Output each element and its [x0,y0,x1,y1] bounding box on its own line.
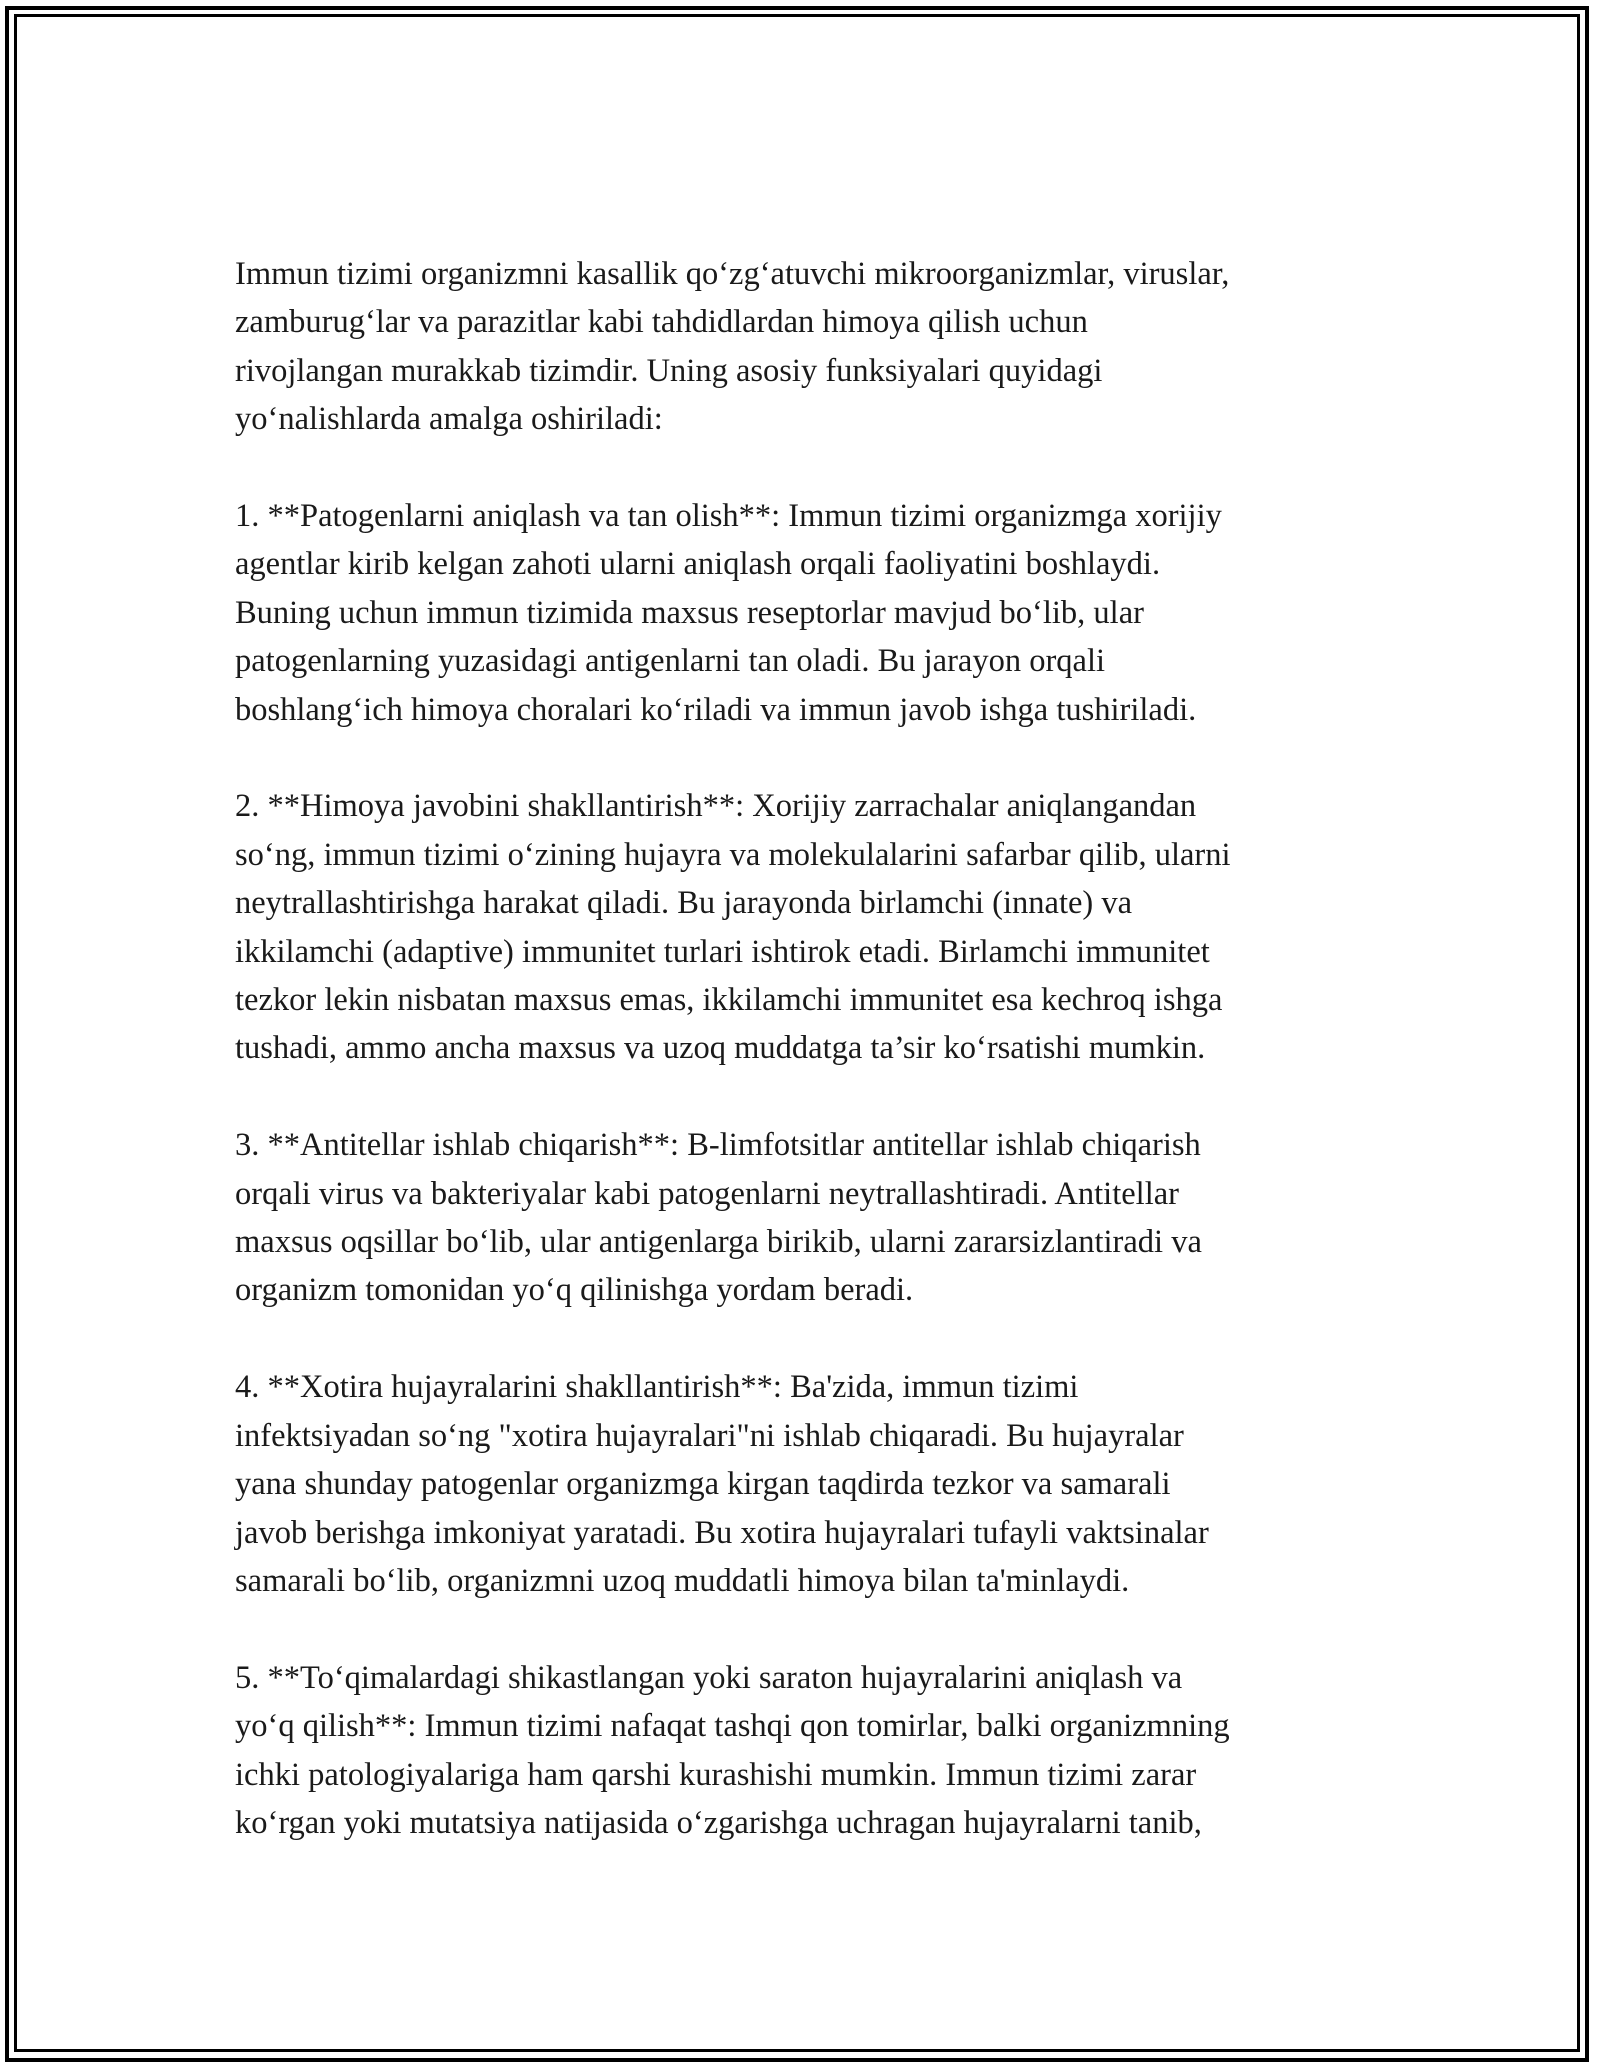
paragraph-item-1: 1. **Patogenlarni aniqlash va tan olish**: Immun tizimi organizmga xorijiy agentlar kirib kelgan zahoti ularni aniqlash orqali faoliyatini boshlaydi. Buning uchun immun tizimida maxsus reseptorlar mavjud bo‘lib, ular patogenlarning yuzasidagi antigenlarni tan oladi. Bu jarayon orqali boshlang‘ich himoya choralari ko‘riladi va immun javob ishga tushiriladi. [235,498,1222,728]
document-body [235,250,1385,1896]
paragraph-item-5: 5. **To‘qimalardagi shikastlangan yoki saraton hujayralarini aniqlash va yo‘q qilish**: Immun tizimi nafaqat tashqi qon tomirlar, balki organizmning ichki patologiyalariga ham qarshi kurashishi mumkin. Immun tizimi zarar ko‘rgan yoki mutatsiya natijasida o‘zgarishga uchragan hujayralarni tanib, [235,1659,1230,1841]
paragraph-item-3: 3. **Antitellar ishlab chiqarish**: B-limfotsitlar antitellar ishlab chiqarish orqali virus va bakteriyalar kabi patogenlarni neytrallashtiradi. Antitellar maxsus oqsillar bo‘lib, ular antigenlarga birikib, ularni zararsizlantiradi va organizm tomonidan yo‘q qilinishga yordam beradi. [235,1127,1202,1309]
paragraph-item-4: 4. **Xotira hujayralarini shakllantirish**: Ba'zida, immun tizimi infektsiyadan so‘ng "xotira hujayralari"ni ishlab chiqaradi. Bu hujayralar yana shunday patogenlar organizmga kirgan taqdirda tezkor va samarali javob berishga imkoniyat yaratadi. Bu xotira hujayralari tufayli vaktsinalar samarali bo‘lib, organizmni uzoq muddatli himoya bilan ta'minlaydi. [235,1369,1209,1599]
paragraph-item-2: 2. **Himoya javobini shakllantirish**: Xorijiy zarrachalar aniqlangandan so‘ng, immun tizimi o‘zining hujayra va molekulalarini safarbar qilib, ularni neytrallashtirishga harakat qiladi. Bu jarayonda birlamchi (innate) va ikkilamchi (adaptive) immunitet turlari ishtirok etadi. Birlamchi immunitet tezkor lekin nisbatan maxsus emas, ikkilamchi immunitet esa kechroq ishga tushadi, ammo ancha maxsus va uzoq muddatga ta’sir ko‘rsatishi mumkin. [235,788,1231,1067]
paragraph-intro: Immun tizimi organizmni kasallik qo‘zg‘atuvchi mikroorganizmlar, viruslar, zamburug‘lar va parazitlar kabi tahdidlardan himoya qilish uchun rivojlangan murakkab tizimdir. Uning asosiy funksiyalari quyidagi yo‘nalishlarda amalga oshiriladi: [235,256,1230,438]
